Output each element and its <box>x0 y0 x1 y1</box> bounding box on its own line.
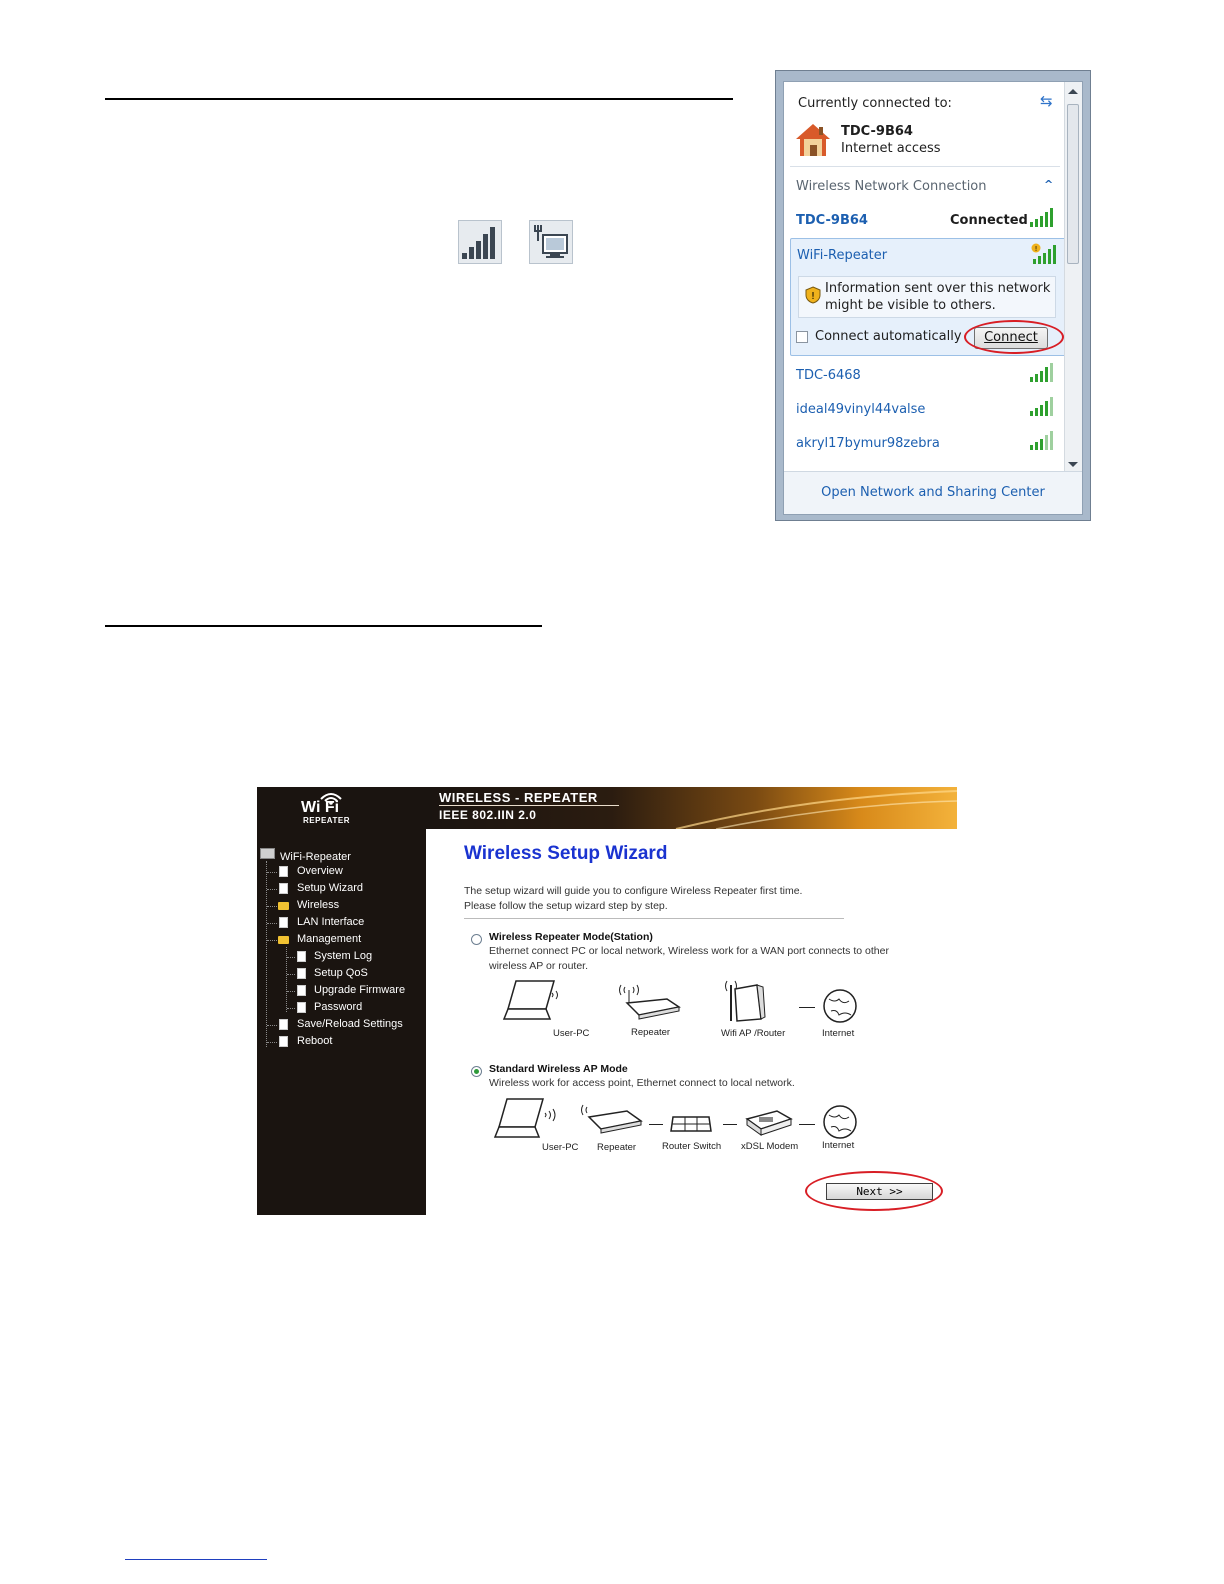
ap-mode-radio[interactable] <box>471 1066 482 1077</box>
banner-subtitle: IEEE 802.IIN 2.0 <box>439 808 537 822</box>
device-label-user-pc: User-PC <box>553 1028 590 1039</box>
network-name-akryl17bymur98zebra[interactable]: akryl17bymur98zebra <box>796 436 940 451</box>
internet-globe-icon <box>821 987 859 1025</box>
connect-automatically-checkbox[interactable] <box>796 331 808 343</box>
router-web-ui <box>257 787 957 1215</box>
tree-line <box>287 991 295 992</box>
connected-network-status: Internet access <box>841 141 941 156</box>
scroll-up-arrow-icon[interactable] <box>1068 89 1078 94</box>
open-folder-icon <box>278 936 289 944</box>
device-label-internet: Internet <box>822 1140 855 1151</box>
repeater-icon <box>617 981 683 1021</box>
collapse-chevron-icon[interactable]: ^ <box>1044 178 1054 191</box>
page-icon <box>297 968 306 979</box>
network-name-tdc-6468[interactable]: TDC-6468 <box>796 368 861 383</box>
radio-selected-dot <box>474 1069 479 1074</box>
page-icon <box>297 985 306 996</box>
nav-wireless[interactable]: Wireless <box>297 899 340 911</box>
banner-underline <box>439 805 619 806</box>
nav-setup-qos[interactable]: Setup QoS <box>314 967 368 979</box>
network-flyout <box>775 70 1091 521</box>
network-flyout-panel <box>783 81 1083 515</box>
folder-icon <box>278 902 289 910</box>
signal-strength-icon <box>1030 431 1054 451</box>
nav-setup-wizard[interactable]: Setup Wizard <box>297 882 364 894</box>
tree-line <box>267 1025 277 1026</box>
device-label-repeater: Repeater <box>597 1142 637 1153</box>
signal-bars-icon <box>458 220 502 264</box>
divider <box>464 918 844 919</box>
security-warning-line-1: Information sent over this network <box>825 281 1051 296</box>
nav-overview[interactable]: Overview <box>297 865 343 877</box>
tree-line <box>287 957 295 958</box>
ap-mode-desc: Wireless work for access point, Ethernet connect to local network. <box>489 1077 795 1089</box>
nav-password[interactable]: Password <box>314 1001 363 1013</box>
laptop-icon <box>493 1097 567 1143</box>
wired-network-icon <box>529 220 573 264</box>
network-name-wifi-repeater[interactable]: WiFi-Repeater <box>797 248 888 263</box>
network-state-connected: Connected <box>950 213 1028 228</box>
page-title: Wireless Setup Wizard <box>464 843 668 864</box>
tree-line <box>267 906 277 907</box>
device-label-wifi-router: Wifi AP /Router <box>721 1028 786 1039</box>
nav-management[interactable]: Management <box>297 933 362 945</box>
tree-line <box>267 1042 277 1043</box>
device-label-xdsl-modem: xDSL Modem <box>741 1141 799 1152</box>
page-icon <box>279 866 288 877</box>
tree-line <box>267 872 277 873</box>
intro-line-1: The setup wizard will guide you to configure Wireless Repeater first time. <box>464 885 803 897</box>
nav-upgrade-firmware[interactable]: Upgrade Firmware <box>314 984 406 996</box>
section-title: Wireless Network Connection <box>796 179 987 194</box>
device-label-internet: Internet <box>822 1028 855 1039</box>
link-dash <box>723 1124 737 1125</box>
wifi-router-icon <box>723 975 769 1025</box>
internet-globe-icon <box>821 1103 859 1141</box>
ap-mode-title: Standard Wireless AP Mode <box>489 1063 628 1075</box>
device-label-router-switch: Router Switch <box>662 1141 722 1152</box>
connected-network-name: TDC-9B64 <box>841 124 913 139</box>
svg-text:!: ! <box>1034 245 1038 253</box>
network-list <box>784 82 1066 474</box>
open-network-sharing-center-link[interactable]: Open Network and Sharing Center <box>784 471 1082 514</box>
modem-icon <box>743 1105 793 1139</box>
page-icon <box>279 917 288 928</box>
nav-root[interactable]: WiFi-Repeater <box>280 851 351 863</box>
unsecured-signal-icon <box>1031 243 1057 265</box>
repeater-mode-radio[interactable] <box>471 934 482 945</box>
repeater-icon <box>579 1101 645 1141</box>
repeater-mode-title: Wireless Repeater Mode(Station) <box>489 931 653 943</box>
network-name-tdc-9b64[interactable]: TDC-9B64 <box>796 213 868 228</box>
connect-automatically-label: Connect automatically <box>815 329 962 344</box>
scroll-thumb[interactable] <box>1067 104 1079 264</box>
page-icon <box>279 883 288 894</box>
repeater-mode-desc-2: wireless AP or router. <box>489 960 589 972</box>
router-switch-icon <box>669 1111 713 1137</box>
laptop-icon <box>502 979 560 1025</box>
nav-lan-interface[interactable]: LAN Interface <box>297 916 365 928</box>
page-icon <box>279 1036 288 1047</box>
banner-title: WIRELESS - REPEATER <box>439 790 598 805</box>
currently-connected-label: Currently connected to: <box>798 96 952 111</box>
link-dash <box>649 1124 663 1125</box>
device-label-user-pc: User-PC <box>542 1142 579 1153</box>
page-icon <box>279 1019 288 1030</box>
page-icon <box>297 951 306 962</box>
link-dash <box>799 1007 815 1008</box>
tree-line <box>287 1008 295 1009</box>
tree-line <box>287 974 295 975</box>
page-icon <box>297 1002 306 1013</box>
refresh-icon[interactable]: ⇆ <box>1040 92 1053 110</box>
section-rule-top <box>105 98 733 100</box>
tree-line <box>267 889 277 890</box>
device-label-repeater: Repeater <box>631 1027 671 1038</box>
connect-button[interactable]: Connect <box>974 327 1048 349</box>
network-name-ideal49vinyl44valse[interactable]: ideal49vinyl44valse <box>796 402 926 417</box>
signal-strength-icon <box>1030 208 1054 228</box>
nav-system-log[interactable]: System Log <box>314 950 373 962</box>
nav-reboot[interactable]: Reboot <box>297 1035 333 1047</box>
next-highlight-oval <box>805 1171 943 1211</box>
link-dash <box>799 1124 815 1125</box>
shield-warning-icon <box>805 286 821 304</box>
security-warning-line-2: might be visible to others. <box>825 298 996 313</box>
next-button[interactable]: Next >> <box>826 1183 933 1200</box>
signal-strength-icon <box>1030 363 1054 383</box>
security-warning-box <box>798 276 1056 318</box>
network-list-scrollbar[interactable] <box>1064 82 1082 474</box>
connect-highlight-oval <box>964 320 1064 354</box>
tree-line <box>267 923 277 924</box>
scroll-down-arrow-icon[interactable] <box>1068 462 1078 467</box>
intro-line-2: Please follow the setup wizard step by step. <box>464 900 668 912</box>
signal-strength-icon <box>1030 397 1054 417</box>
divider <box>790 166 1060 167</box>
footer-link-underline <box>125 1559 267 1560</box>
repeater-mode-desc-1: Ethernet connect PC or local network, Wireless work for a WAN port connects to other <box>489 945 889 957</box>
computer-icon <box>260 848 275 859</box>
tree-line <box>267 940 277 941</box>
section-rule-middle <box>105 625 542 627</box>
logo-repeater-text: REPEATER <box>303 816 350 825</box>
home-network-icon <box>794 122 832 158</box>
logo-wifi-text: Wi Fi <box>301 799 340 816</box>
nav-save-reload-settings[interactable]: Save/Reload Settings <box>297 1018 403 1030</box>
svg-text:!: ! <box>810 291 816 302</box>
